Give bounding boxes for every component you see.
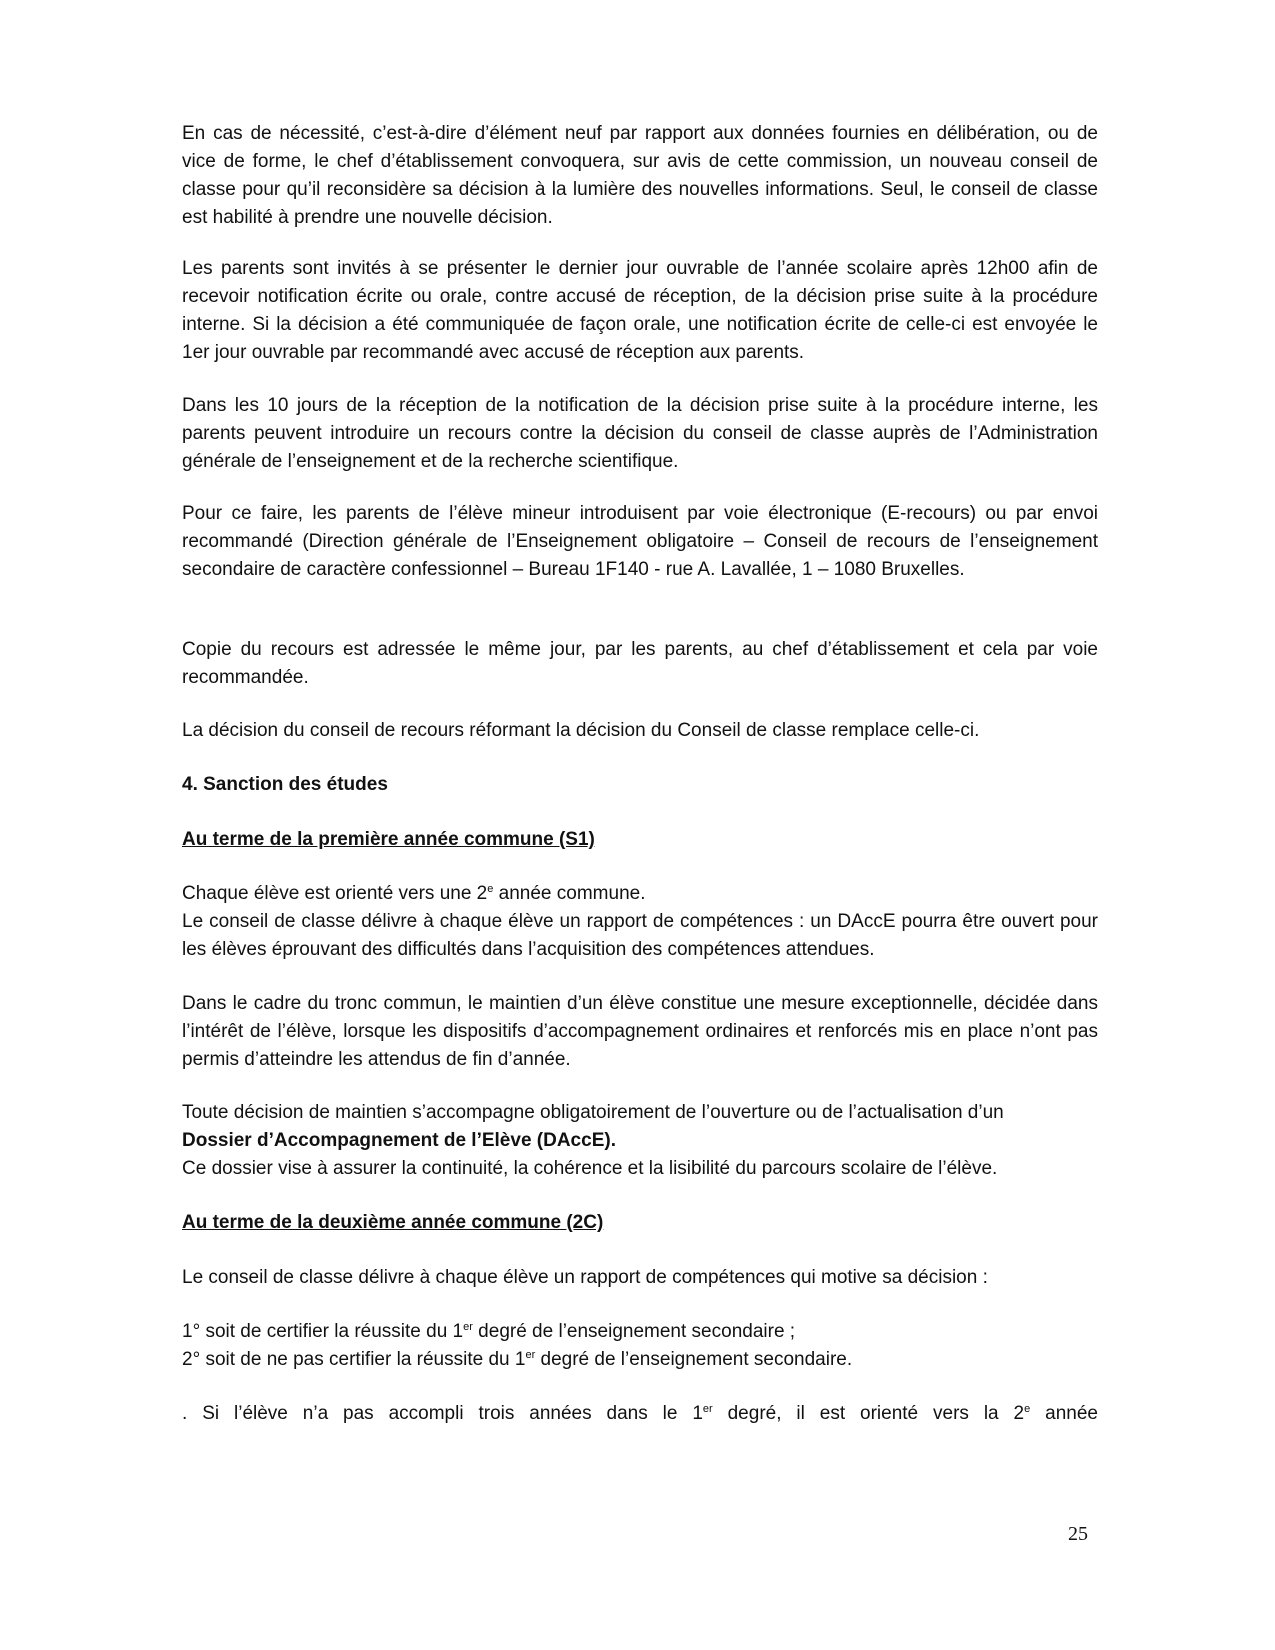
superscript: e	[1024, 1403, 1031, 1415]
last-text-a: . Si l’élève n’a pas accompli trois années dans le 1	[182, 1403, 703, 1424]
page-number: 25	[1068, 1523, 1088, 1545]
c2-option-2	[182, 1346, 1098, 1374]
c2-options-list	[182, 1318, 1098, 1374]
paragraph-parents-notification: Les parents sont invités à se présenter le dernier jour ouvrable de l’année scolaire après 12h00 afin de recevoir notification écrite ou orale, contre accusé de réception, de la décision prise suite à la procédure interne. Si la décision a été communiquée de façon orale, une notification écrite de celle-ci est envoyée le 1er jour ouvrable par recommandé avec accusé de réception aux parents.	[182, 258, 1098, 363]
last-text-b: degré, il est orienté vers la 2	[712, 1403, 1025, 1424]
s1-block	[182, 880, 1098, 964]
paragraph-appeal-deadline: Dans les 10 jours de la réception de la notification de la décision prise suite à la procédure interne, les parents peuvent introduire un recours contre la décision du conseil de classe auprès de l’Administration générale de l’enseignement et de la recherche scientifique.	[182, 395, 1098, 472]
superscript: e	[487, 883, 494, 895]
dacce-purpose: Ce dossier vise à assurer la continuité, la cohérence et la lisibilité du parcours scolaire de l’élève.	[182, 1158, 998, 1179]
paragraph-maintien: Dans le cadre du tronc commun, le maintien d’un élève constitue une mesure exceptionnelle, décidée dans l’intérêt de l’élève, lorsque les dispositifs d’accompagnement ordinaires et renforcés mis en place n’ont pas permis d’atteindre les attendus de fin d’année.	[182, 993, 1098, 1070]
section-heading: 4. Sanction des études	[182, 774, 388, 795]
c2-last-line	[182, 1400, 1098, 1428]
s1-orientation-line	[182, 880, 1098, 908]
paragraph-dacce	[182, 1099, 1098, 1183]
s1-line1-text: Chaque élève est orienté vers une 2	[182, 883, 488, 904]
subheading-s1: Au terme de la première année commune (S1)	[182, 829, 595, 850]
paragraph-new-council: En cas de nécessité, c’est-à-dire d’élément neuf par rapport aux données fournies en délibération, ou de vice de forme, le chef d’établissement convoquera, sur avis de cette commission, un nouveau conseil de classe pour qu’il reconsidère sa décision à la lumière des nouvelles informations. Seul, le conseil de classe est habilité à prendre une nouvelle décision.	[182, 123, 1098, 228]
option1-text: 1° soit de certifier la réussite du 1	[182, 1321, 464, 1342]
s1-line1-end: année commune.	[493, 883, 646, 904]
option2-text: 2° soit de ne pas certifier la réussite du 1	[182, 1349, 526, 1370]
paragraph-appeal-decision: La décision du conseil de recours réformant la décision du Conseil de classe remplace celle-ci.	[182, 720, 980, 741]
superscript: er	[702, 1403, 713, 1415]
option2-end: degré de l’enseignement secondaire.	[535, 1349, 853, 1370]
s1-report-line: Le conseil de classe délivre à chaque élève un rapport de compétences : un DAccE pourra être ouvert pour les élèves éprouvant des difficultés dans l’acquisition des compétences attendues.	[182, 911, 1098, 960]
paragraph-appeal-copy: Copie du recours est adressée le même jour, par les parents, au chef d’établissement et cela par voie recommandée.	[182, 639, 1098, 688]
superscript: er	[463, 1321, 473, 1333]
dacce-text: Toute décision de maintien s’accompagne obligatoirement de l’ouverture ou de l’actualisation d’un	[182, 1102, 1004, 1123]
superscript: er	[525, 1349, 536, 1361]
dacce-bold-title: Dossier d’Accompagnement de l’Elève (DAccE).	[182, 1130, 616, 1151]
option1-end: degré de l’enseignement secondaire ;	[472, 1321, 796, 1342]
paragraph-appeal-procedure: Pour ce faire, les parents de l’élève mineur introduisent par voie électronique (E-recours) ou par envoi recommandé (Direction générale de l’Enseignement obligatoire – Conseil de recours de l’enseignement secondaire de caractère confessionnel – Bureau 1F140 - rue A. Lavallée, 1 – 1080 Bruxelles.	[182, 503, 1098, 580]
subheading-2c: Au terme de la deuxième année commune (2C)	[182, 1212, 604, 1233]
c2-option-1	[182, 1318, 1098, 1346]
last-text-c: année	[1030, 1403, 1098, 1424]
c2-intro: Le conseil de classe délivre à chaque élève un rapport de compétences qui motive sa décision :	[182, 1267, 988, 1288]
